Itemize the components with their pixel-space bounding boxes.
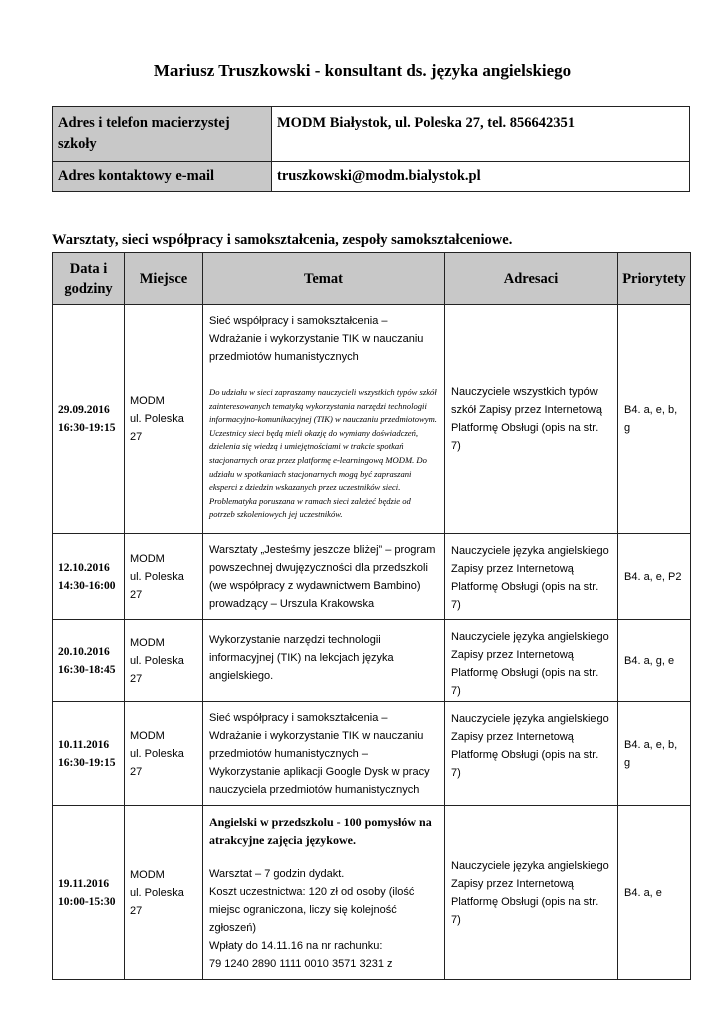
table-row xyxy=(53,806,691,980)
row-priorities: B4. a, g, e xyxy=(618,620,691,702)
table-row xyxy=(53,534,691,620)
header-topic: Temat xyxy=(203,253,445,305)
topic-description: Do udziału w sieci zapraszamy nauczycieli wszystkich typów szkół zainteresowanych tematyką wykorzystania narzędzi technologii informacyjno-komunikacyjnej (TIK) w nauczaniu przedmiotowym. Uczestnicy sieci będą mieli okazję do wymiany doświadczeń, dzielenia się wiedzą i umiejętnościami w trakcie spotkań stacjonarnych oraz przez platformę e-learningową MODM. Do udziału w spotkaniach stacjonarnych mogą być zapraszani eksperci z dziedzin wskazanych przez uczestników sieci. Problematyka poruszana w ramach sieci zależeć będzie od potrzeb szkoleniowych jej uczestników. xyxy=(209,387,437,520)
school-label: Adres i telefon macierzystej szkoły xyxy=(53,107,272,162)
table-row xyxy=(53,305,691,534)
row-place: MODM ul. Poleska 27 xyxy=(125,806,203,980)
row-audience: Nauczyciele języka angielskiego Zapisy przez Internetową Platformę Obsługi (opis na str. 7) xyxy=(445,534,618,620)
topic-line: Koszt uczestnictwa: 120 zł od osoby (ilość miejsc ograniczona, liczy się kolejność zgłoszeń) xyxy=(209,886,415,934)
row-date: 12.10.2016 14:30-16:00 xyxy=(53,534,125,620)
topic-line: 79 1240 2890 1111 0010 3571 3231 z xyxy=(209,958,393,970)
row-place: MODM ul. Poleska 27 xyxy=(125,305,203,534)
row-place: MODM ul. Poleska 27 xyxy=(125,702,203,806)
row-priorities: B4. a, e, P2 xyxy=(618,534,691,620)
row-audience: Nauczyciele wszystkich typów szkół Zapisy przez Internetową Platformę Obsługi (opis na str. 7) xyxy=(445,305,618,534)
row-audience: Nauczyciele języka angielskiego Zapisy przez Internetową Platformę Obsługi (opis na str. 7) xyxy=(445,806,618,980)
row-audience: Nauczyciele języka angielskiego Zapisy przez Internetową Platformę Obsługi (opis na str. 7) xyxy=(445,620,618,702)
school-row xyxy=(53,107,690,162)
topic-line: Wpłaty do 14.11.16 na nr rachunku: xyxy=(209,940,383,952)
topic-title: Angielski w przedszkolu - 100 pomysłów na atrakcyjne zajęcia językowe. xyxy=(209,815,432,847)
header-priorities: Priorytety xyxy=(618,253,691,305)
row-priorities: B4. a, e, b, g xyxy=(618,702,691,806)
header-audience: Adresaci xyxy=(445,253,618,305)
school-value: MODM Białystok, ul. Poleska 27, tel. 856642351 xyxy=(272,107,690,162)
row-topic: Sieć współpracy i samokształcenia – Wdrażanie i wykorzystanie TIK w nauczaniu przedmiotów humanistycznych – Wykorzystanie aplikacji Google Dysk w pracy nauczyciela przedmiotów humanistycznych xyxy=(203,702,445,806)
topic-line: Warsztat – 7 godzin dydakt. xyxy=(209,868,345,880)
row-priorities: B4. a, e, b, g xyxy=(618,305,691,534)
table-row xyxy=(53,620,691,702)
row-priorities: B4. a, e xyxy=(618,806,691,980)
email-label: Adres kontaktowy e-mail xyxy=(53,162,272,192)
email-row xyxy=(53,162,690,192)
row-topic: Wykorzystanie narzędzi technologii informacyjnej (TIK) na lekcjach języka angielskiego. xyxy=(203,620,445,702)
table-header xyxy=(53,253,691,305)
email-value: truszkowski@modm.bialystok.pl xyxy=(272,162,690,192)
row-topic xyxy=(203,305,445,534)
row-topic: Warsztaty „Jesteśmy jeszcze bliżej” – program powszechnej dwujęzyczności dla przedszkoli (we współpracy z wydawnictwem Bambino) prowadzący – Urszula Krakowska xyxy=(203,534,445,620)
header-date: Data i godziny xyxy=(53,253,125,305)
row-date: 29.09.2016 16:30-19:15 xyxy=(53,305,125,534)
topic-text: Sieć współpracy i samokształcenia – Wdrażanie i wykorzystanie TIK w nauczaniu przedmiotów humanistycznych xyxy=(209,315,424,363)
row-date: 10.11.2016 16:30-19:15 xyxy=(53,702,125,806)
events-table xyxy=(52,252,691,980)
row-place: MODM ul. Poleska 27 xyxy=(125,534,203,620)
row-topic xyxy=(203,806,445,980)
row-date: 20.10.2016 16:30-18:45 xyxy=(53,620,125,702)
row-audience: Nauczyciele języka angielskiego Zapisy przez Internetową Platformę Obsługi (opis na str. 7) xyxy=(445,702,618,806)
row-place: MODM ul. Poleska 27 xyxy=(125,620,203,702)
table-row xyxy=(53,702,691,806)
section-heading: Warsztaty, sieci współpracy i samokształcenia, zespoły samokształceniowe. xyxy=(52,232,513,248)
row-date: 19.11.2016 10:00-15:30 xyxy=(53,806,125,980)
page-title: Mariusz Truszkowski - konsultant ds. języka angielskiego xyxy=(153,61,572,80)
header-place: Miejsce xyxy=(125,253,203,305)
contact-info-table xyxy=(52,106,690,192)
